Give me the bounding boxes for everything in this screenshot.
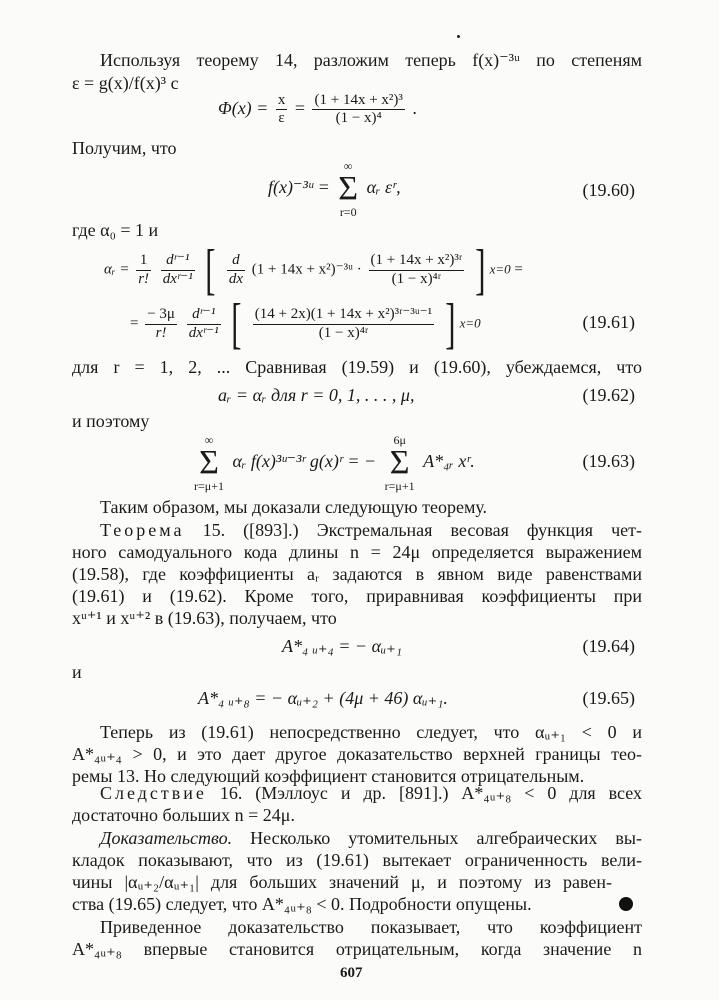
theorem-label: Теорема (100, 520, 185, 540)
eq-phi-lhs: Φ(x) = (218, 97, 269, 118)
corollary-16-line2: достаточно больших n = 24μ. (72, 805, 295, 825)
theorem-15-line3: (19.58), где коэффициенты aᵣ задаются в явном виде равенствами (72, 564, 642, 584)
para-last-line1: Приведенное доказательство показывает, что коэффициент (100, 917, 642, 937)
equation-19-61-line1: αᵣ = $\frac{1}{r!}$ $\frac{\text{dʳ⁻¹}}{\text{dxʳ⁻¹}}$ [ $\frac{d}{dx}$ (1 + 14x + x²)⁻³ᵘ · $\frac{\text{(1 + 14x + x²)³ʳ}}{\text{(1 − x)⁴ʳ}}$ ] x=0 = (104, 239, 523, 301)
eq-1960-lhs: f(x)⁻³ᵘ = (268, 177, 330, 198)
fraction: $\frac{x}{\varepsilon}$ (277, 92, 286, 127)
sum-symbol: ∞ Σ r=0 (338, 159, 359, 219)
equation-number-19-60: (19.60) (582, 180, 635, 200)
sum-symbol: ∞ Σ r=μ+1 (194, 433, 224, 493)
eq-1961-lhs: αᵣ = (104, 261, 130, 278)
fraction: $\frac{\text{dʳ⁻¹}}{\text{dxʳ⁻¹}}$ (162, 252, 193, 287)
equation-19-64: A*₄ ᵤ₊₄ = − αᵤ₊₁ (282, 636, 403, 656)
theorem-15-line2: ного самодуального кода длины n = 24μ определяется выражением (72, 542, 642, 562)
equation-19-65: A*₄ ᵤ₊₈ = − αᵤ₊₂ + (4μ + 46) αᵤ₊₁. (198, 688, 448, 708)
equation-number-19-63: (19.63) (582, 451, 635, 471)
text-dlya: для r = 1, 2, ... Сравнивая (19.59) и (19.60), убеждаемся, что (72, 357, 642, 377)
proof-line3: чины |αᵤ₊₂/αᵤ₊₁| для больших значений μ, и поэтому из равен- (72, 872, 612, 892)
equation-phi: Φ(x) = $\frac{x}{\varepsilon}$ = $\frac{\text{(1 + 14x + x²)³}}{\text{(1 − x)⁴}}$ . (218, 92, 417, 127)
page-number: 607 (340, 965, 363, 981)
proof-label: Доказательство. (100, 828, 233, 848)
proof-line4: ства (19.65) следует, что A*₄ᵤ₊₈ < 0. Подробности опущены. (72, 894, 532, 914)
sum-symbol: 6μ Σ r=μ+1 (384, 433, 415, 493)
proof-line2: кладок показывают, что из (19.61) вытекает ограниченность вели- (72, 850, 642, 870)
equation-19-60 (268, 160, 401, 218)
eq-1963-term2: A*₄ᵣ xʳ. (423, 451, 475, 472)
text-gde: где α₀ = 1 и (72, 220, 159, 240)
eq-1963-term1: αᵣ f(x)³ᵘ⁻³ʳ g(x)ʳ = − (232, 451, 377, 472)
equation-19-62: aᵣ = αᵣ для r = 0, 1, . . . , μ, (218, 385, 415, 405)
para-teper-line2: A*₄ᵤ₊₄ > 0, и это дает другое доказательство верхней границы тео- (72, 744, 642, 764)
theorem-15-line1: Теорема 15. ([893].) Экстремальная весовая функция чет- (100, 520, 643, 540)
equation-number-19-64: (19.64) (582, 636, 635, 656)
equation-number-19-61: (19.61) (582, 312, 635, 332)
speck-mark (457, 35, 460, 38)
corollary-label: Следствие (100, 783, 207, 803)
eq-1961-mid: (1 + 14x + x²)⁻³ᵘ · (251, 261, 362, 278)
proof-line1: Доказательство. Несколько утомительных алгебраических вы- (100, 828, 642, 848)
para1-line2: ε = g(x)/f(x)³ с (72, 73, 179, 93)
eval-subscript: x=0 (459, 315, 481, 331)
end-of-proof-mark (619, 897, 633, 911)
fraction: $\frac{\text{dʳ⁻¹}}{\text{dxʳ⁻¹}}$ (188, 306, 219, 341)
fraction: $\frac{\text{(1 + 14x + x²)³ʳ}}{\text{(1 − x)⁴ʳ}}$ (370, 252, 463, 287)
equation-19-61-line2: = $\frac{- 3\mu}{r!}$ $\frac{\text{dʳ⁻¹}}{\text{dxʳ⁻¹}}$ [ $\frac{\text{(14 + 2x)(1 + 14x + x²)³ʳ⁻³ᵘ⁻¹}}{\text{(1 − x)⁴ʳ}}$ ] x=0 (130, 293, 481, 355)
equation-number-19-65: (19.65) (582, 688, 635, 708)
para-teper-line3: ремы 13. Но следующий коэффициент становится отрицательным. (72, 766, 585, 786)
para1-line1: Используя теорему 14, разложим теперь f(x)⁻³ᵘ по степеням (100, 50, 642, 70)
para-last-line2: A*₄ᵤ₊₈ впервые становится отрицательным, когда значение n (72, 939, 642, 959)
fraction: $\frac{- 3\mu}{r!}$ (147, 306, 175, 341)
text-i: и (72, 662, 82, 682)
text-takim: Таким образом, мы доказали следующую теорему. (100, 497, 488, 517)
eval-subscript: x=0 (489, 261, 511, 277)
text-poluchim: Получим, что (72, 138, 177, 158)
fraction: $\frac{\text{(1 + 14x + x²)³}}{\text{(1 − x)⁴}}$ (314, 92, 403, 127)
theorem-15-line5: xᵘ⁺¹ и xᵘ⁺² в (19.63), получаем, что (72, 608, 337, 628)
theorem-15-line4: (19.61) и (19.62). Кроме того, приравнивая коэффициенты при (72, 586, 642, 606)
equation-19-63 (190, 434, 475, 492)
corollary-16-line1: Следствие 16. (Мэллоус и др. [891].) A*₄ᵤ₊₈ < 0 для всех (100, 783, 642, 803)
fraction: $\frac{\text{(14 + 2x)(1 + 14x + x²)³ʳ⁻³ᵘ⁻¹}}{\text{(1 − x)⁴ʳ}}$ (254, 306, 433, 341)
fraction: $\frac{1}{r!}$ (138, 252, 150, 287)
fraction: $\frac{d}{dx}$ (228, 252, 244, 287)
eq-1960-term: αᵣ εʳ, (366, 177, 401, 198)
equation-number-19-62: (19.62) (582, 385, 635, 405)
text-poetomu: и поэтому (72, 411, 150, 431)
para-teper-line1: Теперь из (19.61) непосредственно следует, что αᵤ₊₁ < 0 и (100, 722, 642, 742)
